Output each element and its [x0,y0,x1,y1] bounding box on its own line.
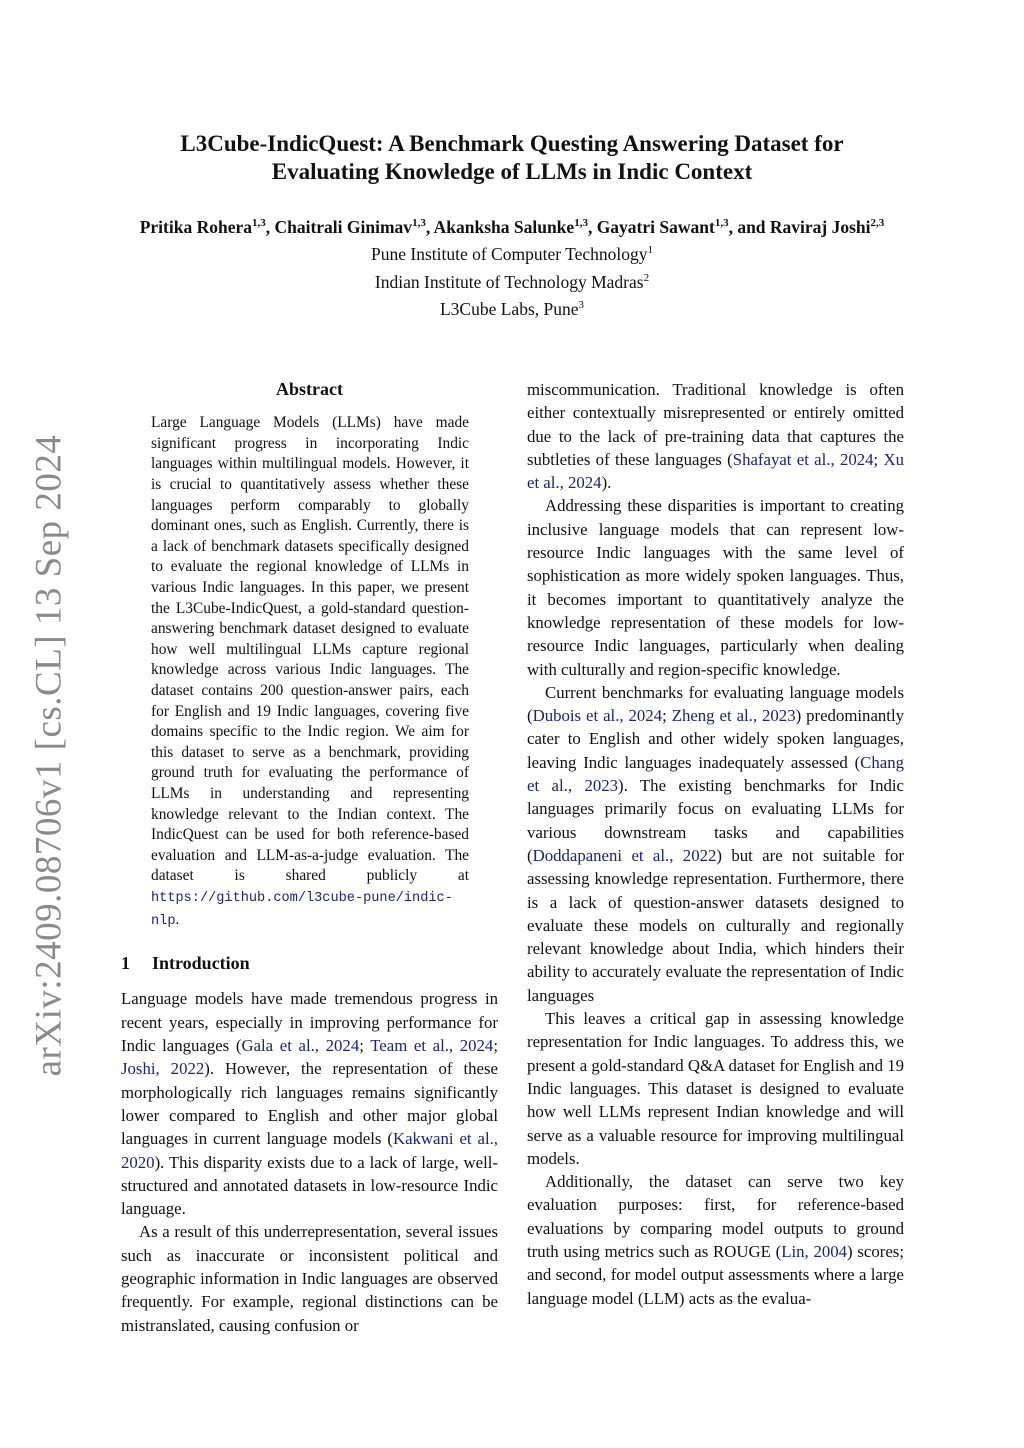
affiliation-name: Indian Institute of Technology Madras [374,271,644,292]
author-name: Chaitrali Ginimav [274,216,413,237]
abstract [151,413,469,932]
text-run: ; [873,449,884,469]
text-run: ) scores; and second, for model output assessments where a large language model (LLM) acts as the evalua- [527,1241,904,1308]
arxiv-side-stamp [24,434,74,1076]
text-run: Language models have made tremendous progress in recent years, especially in improving performance for Indic languages ( [121,989,498,1056]
intro-paragraph-3: Addressing these disparities is important to creating inclusive language models that can represent low-resource Indic languages with the same level of sophistication as more widely spoken languages. Thus, it becomes important to quantitatively analyze the knowledge representation of these models for low-resource Indic languages, particularly when dealing with culturally and region-specific knowledge. [527,496,904,679]
author-separator: , and [728,216,770,237]
title-block [60,130,964,321]
author-name: Pritika Rohera [139,216,252,237]
author-affil-sup: 1,3 [251,217,266,229]
section-title: Introduction [152,953,250,974]
title-line-1: L3Cube-IndicQuest: A Benchmark Questing Answering Dataset for [180,131,844,156]
text-run: ). [601,473,612,493]
citation-link[interactable]: Doddapaneni et al., 2022 [532,845,717,865]
affiliation-name: L3Cube Labs, Pune [439,299,579,320]
affiliation-sup: 1 [647,243,653,256]
abstract-text: Large Language Models (LLMs) have made significant progress in incorporating Indic languages within multilingual models. However, it is crucial to quantitatively assess whether these languages perform comparably to globally dominant ones, such as English. Currently, there is a lack of benchmark datasets specifically designed to evaluate the regional knowledge of LLMs in various Indic languages. In this paper, we present the L3Cube-IndicQuest, a gold-standard question-answering benchmark dataset designed to evaluate how well multilingual LLMs capture regional knowledge across various Indic languages. The dataset contains 200 question-answer pairs, each for English and 19 Indic languages, covering five domains specific to the Indic region. We aim for this dataset to serve as a benchmark, providing ground truth for evaluating the performance of LLMs in understanding and representing knowledge relevant to the Indian context. The IndicQuest can be used for both reference-based evaluation and LLM-as-a-judge evaluation. The dataset is shared publicly at [151,414,469,885]
affiliation-2 [60,266,964,294]
citation-link[interactable]: Lin, 2004 [781,1241,848,1261]
affiliation-3 [60,293,964,321]
text-run: ) but are not suitable for assessing knowledge representation. Furthermore, there is a lack of question-answer datasets designed to evaluate these models on culturally and regionally relevant knowledge about India, which hinders their ability to accurately evaluate the representation of Indic languages [527,845,904,1005]
text-run: Current benchmarks for evaluating language models ( [527,682,904,726]
text-run: ). However, the representation of these morphologically rich languages remains significantly lower compared to English and other major global languages in current language models ( [121,1059,498,1149]
text-run: Additionally, the dataset can serve two key evaluation purposes: first, for reference-based evaluations by comparing model outputs to ground truth using metrics such as ROUGE ( [527,1172,904,1261]
text-run: ; [662,706,672,726]
citation-link[interactable]: Team et al., 2024 [370,1036,494,1056]
author-name: Gayatri Sawant [596,216,715,237]
intro-paragraph-6 [527,1170,904,1310]
dataset-url-link[interactable]: https://github.com/l3cube-pune/indic-nlp [151,890,453,929]
intro-paragraph-4 [527,681,904,1007]
citation-link[interactable]: Joshi, 2022 [121,1059,205,1079]
author-affil-sup: 1,3 [412,217,426,229]
abstract-heading: Abstract [276,379,343,399]
citation-link[interactable]: Kakwani et al., 2020 [121,1129,498,1172]
right-column [527,378,904,1310]
author-affil-sup: 2,3 [870,217,885,229]
text-run: ; [359,1036,371,1056]
abstract-paragraph [151,413,469,932]
affiliation-sup: 3 [578,299,585,312]
left-column [121,378,498,1337]
author-list [60,212,964,238]
abstract-end: . [175,910,180,928]
author-affil-sup: 1,3 [574,217,588,229]
paper-title [60,130,964,186]
affiliation-name: Pune Institute of Computer Technology [371,243,648,264]
section-heading-introduction [121,952,498,975]
intro-paragraph-1 [121,987,498,1220]
text-run: ; [493,1036,498,1056]
text-run: ) predominantly cater to English and other widely spoken languages, leaving Indic languages inadequately assessed ( [527,706,904,772]
author-affil-sup: 1,3 [714,217,729,229]
intro-paragraph-5: This leaves a critical gap in assessing knowledge representation for Indic languages. To address this, we present a gold-standard Q&A dataset for English and 19 Indic languages. This dataset is designed to evaluate how well LLMs represent Indian knowledge and will serve as a valuable resource for improving multilingual models. [527,1009,904,1168]
citation-link[interactable]: Zheng et al., 2023 [671,706,796,726]
text-run: miscommunication. Traditional knowledge is often either contextually misrepresented or entirely omitted due to the lack of pre-training data that captures the subtleties of these languages ( [527,380,904,469]
affiliation-1 [60,238,964,266]
author-name: Akanksha Salunke [433,216,575,237]
author-separator: , [587,216,597,237]
citation-link[interactable]: Chang et al., 2023 [527,752,904,796]
citation-link[interactable]: Xu et al., 2024 [527,449,904,493]
section-number: 1 [121,953,130,974]
text-run: ). This disparity exists due to a lack of large, well-structured and annotated datasets in low-resource Indic language. [121,1152,498,1219]
author-separator: , [425,216,434,237]
author-name: Raviraj Joshi [769,216,871,237]
intro-paragraph-2: As a result of this underrepresentation, several issues such as inaccurate or inconsistent political and geographic information in Indic languages are observed frequently. For example, regional distinctions can be mistranslated, causing confusion or [121,1222,498,1335]
text-run: ). The existing benchmarks for Indic languages primarily focus on evaluating LLMs for various downstream tasks and capabilities ( [527,776,904,865]
citation-link[interactable]: Shafayat et al., 2024 [732,449,874,469]
title-line-2: Evaluating Knowledge of LLMs in Indic Context [271,159,753,184]
affiliation-sup: 2 [643,271,650,284]
author-separator: , [265,216,275,237]
arxiv-id-text: arXiv:2409.08706v1 [cs.CL] 13 Sep 2024 [28,434,70,1076]
citation-link[interactable]: Dubois et al., 2024 [532,706,663,726]
citation-link[interactable]: Gala et al., 2024 [241,1036,360,1056]
intro-paragraph-continued [527,378,904,494]
